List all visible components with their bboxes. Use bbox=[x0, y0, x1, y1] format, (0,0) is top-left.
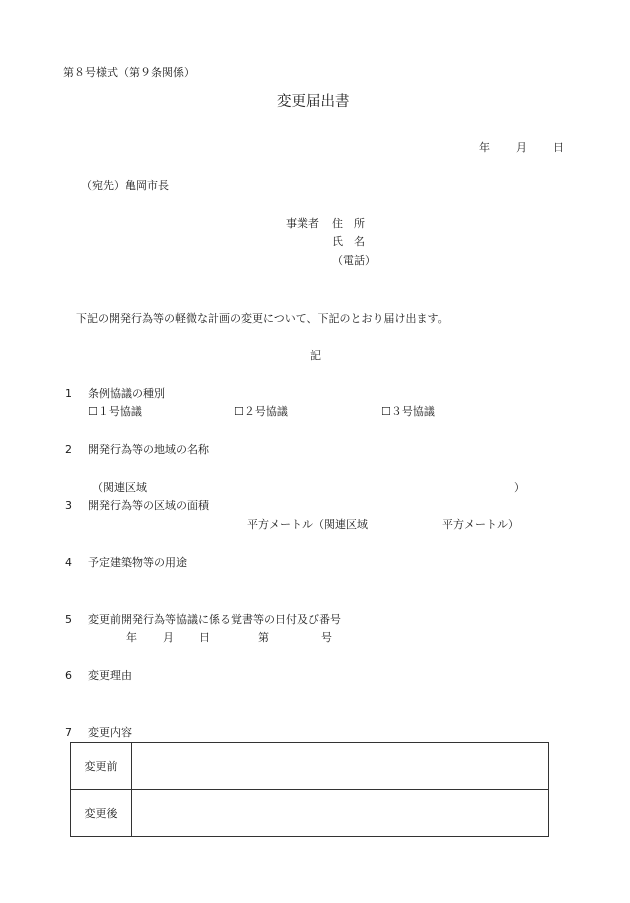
memo-day-label: 日 bbox=[199, 631, 210, 644]
item6-number: 6 bbox=[65, 669, 72, 682]
memo-year-label: 年 bbox=[126, 631, 137, 644]
option-kyogi-3[interactable]: ☐３号協議 bbox=[381, 405, 435, 418]
memo-dai-label: 第 bbox=[258, 631, 269, 644]
phone-label: （電話） bbox=[332, 254, 376, 267]
option-kyogi-2[interactable]: ☐２号協議 bbox=[234, 405, 288, 418]
area-unit-related: 平方メートル） bbox=[442, 518, 519, 531]
item4-label: 予定建築物等の用途 bbox=[88, 556, 187, 569]
memo-go-label: 号 bbox=[321, 631, 332, 644]
item7-number: 7 bbox=[65, 726, 72, 739]
date-year-label: 年 bbox=[479, 141, 490, 154]
date-day-label: 日 bbox=[553, 141, 564, 154]
item1-label: 条例協議の種別 bbox=[88, 387, 165, 400]
before-change-field[interactable] bbox=[132, 743, 549, 790]
before-change-label: 変更前 bbox=[71, 743, 132, 790]
item2-label: 開発行為等の地域の名称 bbox=[88, 443, 209, 456]
related-area-open: （関連区域 bbox=[92, 481, 147, 494]
item5-label: 変更前開発行為等協議に係る覚書等の日付及び番号 bbox=[88, 613, 341, 626]
table-row bbox=[71, 743, 549, 790]
document-title: 変更届出書 bbox=[277, 94, 350, 110]
memo-month-label: 月 bbox=[163, 631, 174, 644]
item3-number: 3 bbox=[65, 499, 72, 512]
name-label: 氏 名 bbox=[332, 235, 365, 248]
option-kyogi-1[interactable]: ☐１号協議 bbox=[88, 405, 142, 418]
ki-heading: 記 bbox=[310, 349, 321, 362]
item2-number: 2 bbox=[65, 443, 72, 456]
item4-number: 4 bbox=[65, 556, 72, 569]
date-month-label: 月 bbox=[516, 141, 527, 154]
change-content-table bbox=[70, 742, 549, 837]
related-area-close: ） bbox=[514, 481, 525, 494]
form-number: 第８号様式（第９条関係） bbox=[63, 66, 195, 79]
item6-label: 変更理由 bbox=[88, 669, 132, 682]
intro-text: 下記の開発行為等の軽微な計画の変更について、下記のとおり届け出ます。 bbox=[76, 312, 449, 325]
item3-label: 開発行為等の区域の面積 bbox=[88, 499, 209, 512]
addressee: （宛先）亀岡市長 bbox=[81, 179, 169, 192]
item7-label: 変更内容 bbox=[88, 726, 132, 739]
address-label: 住 所 bbox=[332, 217, 365, 230]
item5-number: 5 bbox=[65, 613, 72, 626]
area-unit-main: 平方メートル（関連区域 bbox=[247, 518, 368, 531]
table-row bbox=[71, 790, 549, 837]
business-label: 事業者 bbox=[286, 217, 319, 230]
after-change-label: 変更後 bbox=[71, 790, 132, 837]
after-change-field[interactable] bbox=[132, 790, 549, 837]
item1-number: 1 bbox=[65, 387, 72, 400]
